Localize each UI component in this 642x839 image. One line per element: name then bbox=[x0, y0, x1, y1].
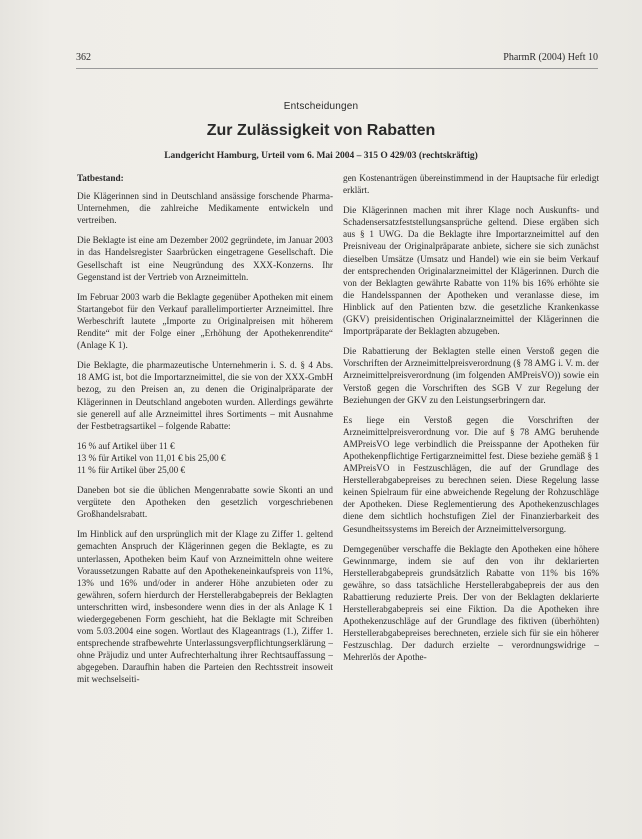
running-header bbox=[76, 50, 598, 69]
court-citation: Landgericht Hamburg, Urteil vom 6. Mai 2004 – 315 O 429/03 (rechtskräftig) bbox=[164, 151, 478, 161]
journal-reference: PharmR (2004) Heft 10 bbox=[503, 52, 598, 63]
rabatt-list bbox=[77, 440, 333, 476]
paragraph: Im Februar 2003 warb die Beklagte gegenüber Apotheken mit einem Startangebot für den Verkauf parallelimportierter Arzneimittel. Ihre Werbeschrift lautete „Importe zu Originalpreisen mit höherem Rendite“ mit der Folge einer „Erhöhung der Apothekenrendite“ (Anlage K 1). bbox=[77, 291, 333, 351]
left-column bbox=[77, 172, 333, 832]
article-title: Zur Zulässigkeit von Rabatten bbox=[206, 122, 436, 139]
paragraph: Daneben bot sie die üblichen Mengenrabatte sowie Skonti an und vergütete den Apotheken den gesetzlich vorgeschriebenen Großhandelsrabatt. bbox=[77, 485, 333, 520]
paragraph: gen Kostenanträgen übereinstimmend in der Hauptsache für erledigt erklärt. bbox=[343, 173, 599, 196]
paragraph: Es liege ein Verstoß gegen die Vorschriften der Arzneimittelpreisverordnung vor. Die auf § 78 AMG beruhende AMPreisVO lege verbindlich die Preisspanne der Apotheken für Apothekenpflichtige Fertigarzneimittel fest. Diese beziehe gemäß § 1 AMPreisVO in Festzuschlägen, die auf der Grundlage des Herstellerabgabepreises zu berechnen seien. Diese Regelung lasse keinen Spielraum für eine abweichende Regelung der Rohzuschläge der Apotheken. Diese Reglementierung des Apothekenzuschlages diene dem sichtlich hochstufigen Ziel der Finanzierbarkeit des Gesundheitssystems im Bereich der Arzneimittelversorgung. bbox=[343, 414, 599, 534]
paragraph: Demgegenüber verschaffe die Beklagte den Apotheken eine höhere Gewinnmarge, indem sie auf den von ihr deklarierten Herstellerabgabepreis grundsätzlich Rabatte von 11% bis 16% gewähre, so dass tatsächliche Herstellerabgabepreis der aus den Rabattierung reduzierte Preis. Der von der Beklagten deklarierte Herstellerabgabepreis sei eine Fiktion. Da die Apotheken ihre Apothekenzuschläge auf der Grundlage des fiktiven (überhöhten) Herstellerabgabepreises berechneten, erziele sich für sie ein höherer Festzuschlag. Der dadurch erzielte – verordnungswidrige – Mehrerlös der Apothe- bbox=[343, 543, 599, 663]
paragraph: Die Klägerinnen sind in Deutschland ansässige forschende Pharma-Unternehmen, die zahlreiche Medikamente entwickeln und vertreiben. bbox=[77, 191, 333, 226]
list-item: 16 % auf Artikel über 11 € bbox=[77, 440, 175, 451]
list-item: 13 % für Artikel von 11,01 € bis 25,00 € bbox=[77, 452, 226, 463]
section-heading: Tatbestand: bbox=[77, 173, 124, 183]
list-item: 11 % für Artikel über 25,00 € bbox=[77, 464, 186, 475]
paragraph: Die Klägerinnen machen mit ihrer Klage noch Auskunfts- und Schadensersatzfeststellungsansprüche geltend. Diese ergäben sich aus § 1 UWG. Da die Beklagte ihre Importarzneimittel auf den Preisniveau der Originalpräparate anbiete, sichere sie sich zunächst dieselben Umsätze (Umsatz und Handel) wie ein sie beim Verkauf der entsprechenden Originalarzneimittel der Klägerinnen. Durch die von der Beklagten gewährte Rabatte von 11% bis 16% erhöhte sie die Handelsspannen der Apotheken und veranlasse diese, im Hinblick auf den Patienten bzw. die gesetzliche Krankenkasse (GKV) preisidentischen Originalarzneimittel der Klägerinnen die Importpräparate der Beklagten abzugeben. bbox=[343, 205, 599, 337]
paragraph: Die Beklagte, die pharmazeutische Unternehmerin i. S. d. § 4 Abs. 18 AMG ist, bot die Importarzneimittel, die sie von der XXX-GmbH bezog, zu den Preisen an, zu denen die Originalpräparate der Klägerinnen in Deutschland angeboten wurden. Allerdings gewährte sie generell auf alle Arzneimittel ihres Sortiments – mit Ausnahme der Festbetragsartikel – folgende Rabatte: bbox=[77, 360, 333, 431]
right-column bbox=[343, 172, 599, 832]
paragraph: Im Hinblick auf den ursprünglich mit der Klage zu Ziffer 1. geltend gemachten Anspruch der Klägerinnen gegen die Beklagte, es zu unterlassen, Apotheken beim Kauf von Arzneimitteln ohne weitere Voraussetzungen Rabatte auf den Apothekeneinkaufspreis von 11%, 13% und 16% und/oder in anderer Höhe anzubieten oder zu gewähren, sofern hierdurch der Herstellerabgabepreis der Beklagten unterschritten wird, insbesondere wenn dies in der als Anlage K 1 wiedergegebenen Form geschieht, hat die Beklagte mit Schreiben vom 5.03.2004 eine sogen. Wortlaut des Klageantrags (1.), Ziffer 1. entsprechende strafbewehrte Unterlassungsverpflichtungserklärung – ohne Präjudiz und unter Aufrechterhaltung ihrer Rechtsauffassung – abgegeben. Daraufhin haben die Parteien den Rechtsstreit insoweit mit wechselseiti- bbox=[77, 529, 333, 685]
page-number: 362 bbox=[76, 52, 91, 63]
paragraph: Die Beklagte ist eine am Dezember 2002 gegründete, im Januar 2003 in das Handelsregister Saarbrücken eingetragene Gesellschaft. Die Gesellschaft ist eine Neugründung des XXX-Konzerns. Ihr Gegenstand ist der Vertrieb von Arzneimitteln. bbox=[77, 235, 333, 282]
paragraph: Die Rabattierung der Beklagten stelle einen Verstoß gegen die Vorschriften der Arzneimittelpreisverordnung (§ 78 AMG i. V. m. der Arzneimittelpreisverordnung (im folgenden AMPreisVO)) sowie ein Verstoß gegen die Vorschriften des SGB V zur Regelung der Beziehungen der GKV zu den Leistungserbringern dar. bbox=[343, 346, 599, 405]
section-label: Entscheidungen bbox=[283, 101, 359, 112]
